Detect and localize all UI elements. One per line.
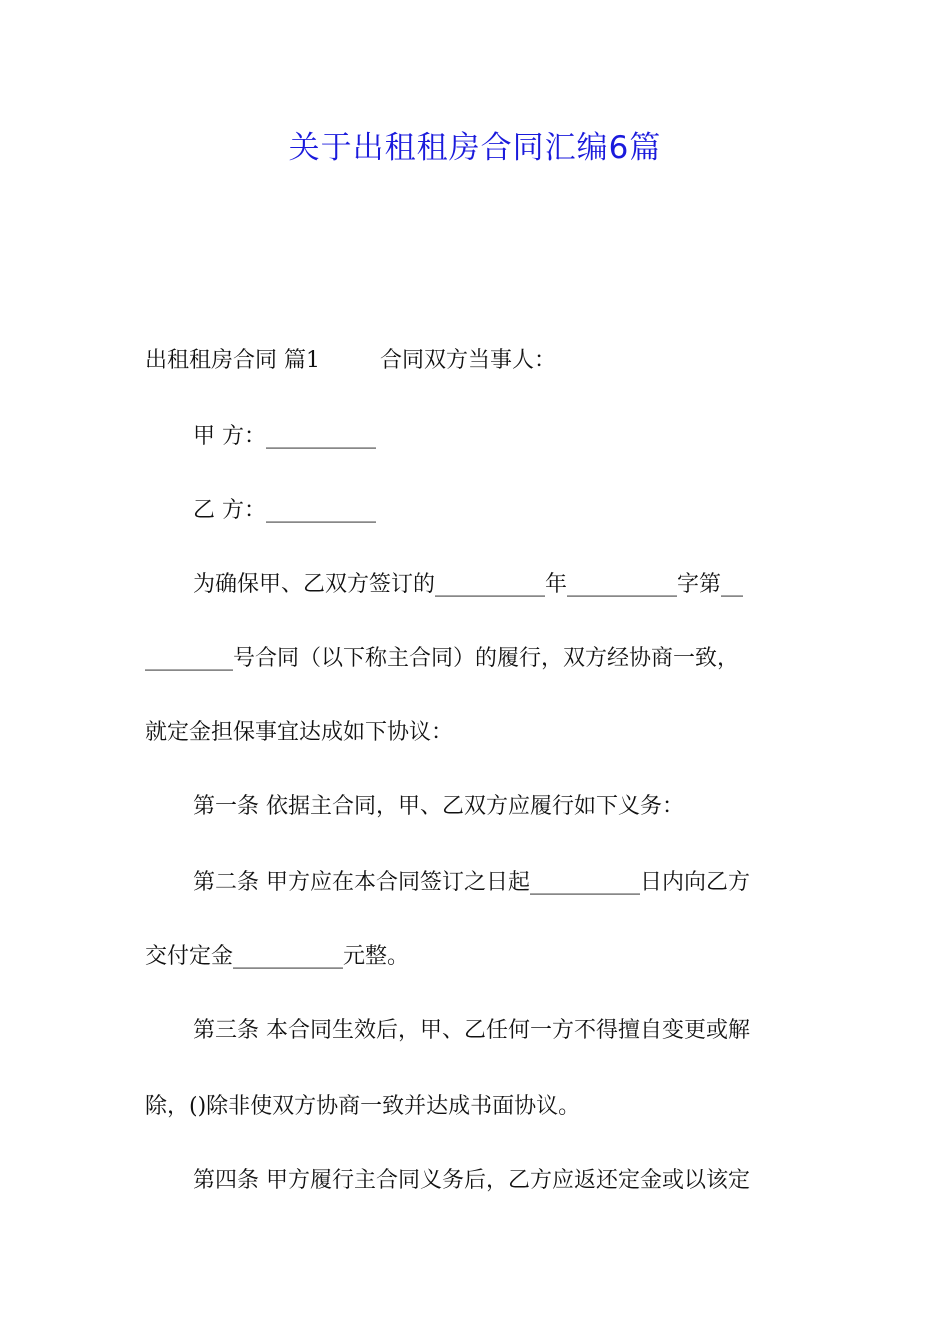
party-a-line: 甲 方：__________ (193, 424, 376, 449)
article-2-continuation: 交付定金__________元整。 (145, 944, 410, 969)
article-3-line: 第三条 本合同生效后，甲、乙任何一方不得擅自变更或解 (193, 1018, 750, 1043)
document-title: 关于出租租房合同汇编6篇 (288, 130, 662, 166)
article-2-line: 第二条 甲方应在本合同签订之日起__________日内向乙方 (193, 870, 750, 895)
paragraph-line: 为确保甲、乙双方签订的__________年__________字第__ (193, 572, 744, 597)
section-heading-line (145, 346, 556, 376)
article-1-line: 第一条 依据主合同，甲、乙双方应履行如下义务： (193, 794, 684, 819)
party-b-line: 乙 方：__________ (193, 498, 376, 523)
parties-heading: 合同双方当事人： (380, 348, 557, 373)
paragraph-line: ________号合同（以下称主合同）的履行，双方经协商一致， (145, 646, 740, 671)
article-4-line: 第四条 甲方履行主合同义务后，乙方应返还定金或以该定 (193, 1168, 750, 1193)
section-heading: 出租租房合同 篇1 (145, 348, 320, 373)
paragraph-line: 就定金担保事宜达成如下协议： (145, 720, 454, 745)
article-3-continuation: 除，()除非使双方协商一致并达成书面协议。 (145, 1094, 581, 1119)
